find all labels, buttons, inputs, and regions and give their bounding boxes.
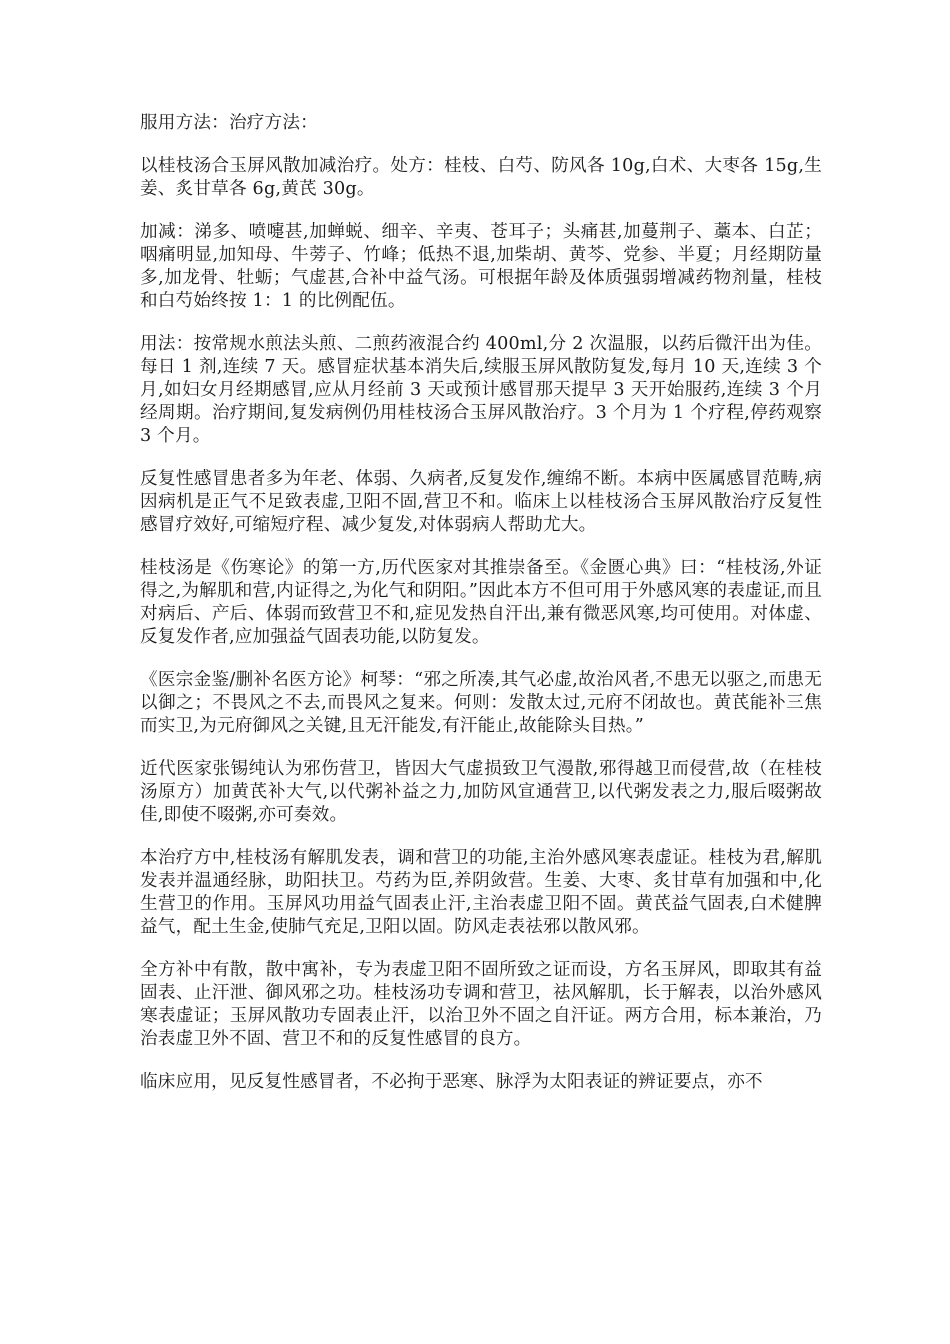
paragraph-guizhi-decoction: 桂枝汤是《伤寒论》的第一方,历代医家对其推崇备至。《金匮心典》曰：“桂枝汤,外证得之,为解肌和营,内证得之,为化气和阴阳。”因此本方不但可用于外感风寒的表虚证,而且对病后、产后、体弱而致营卫不和,症见发热自汗出,兼有微恶风寒,均可使用。对体虚、反复发作者,应加强益气固表功能,以防复发。: [140, 558, 822, 647]
paragraph-zhang-xichun: 近代医家张锡纯认为邪伤营卫，皆因大气虚损致卫气漫散,邪得越卫而侵营,故（在桂枝汤原方）加黄芪补大气,以代粥补益之力,加防风宣通营卫,以代粥发表之力,服后啜粥故佳,即使不啜粥,亦可奏效。: [140, 759, 822, 825]
paragraph-combined-formula: 全方补中有散，散中寓补，专为表虚卫阳不固所致之证而设，方名玉屏风，即取其有益固表、止汗泄、御风邪之功。桂枝汤功专调和营卫，祛风解肌，长于解表，以治外感风寒表虚证；玉屏风散功专固表止汗，以治卫外不固之自汗证。两方合用，标本兼治，乃治表虚卫外不固、营卫不和的反复性感冒的良方。: [140, 960, 822, 1049]
paragraph-yizong-jinjian: 《医宗金鉴/删补名医方论》柯琴：“邪之所凑,其气必虚,故治风者,不患无以驱之,而患无以御之；不畏风之不去,而畏风之复来。何则：发散太过,元府不闭故也。黄芪能补三焦而实卫,为元府御风之关键,且无汗能发,有汗能止,故能除头目热。”: [140, 670, 822, 736]
paragraph-prescription: 以桂枝汤合玉屏风散加减治疗。处方：桂枝、白芍、防风各 10g,白术、大枣各 15g,生姜、炙甘草各 6g,黄芪 30g。: [140, 156, 822, 199]
paragraph-formula-analysis: 本治疗方中,桂枝汤有解肌发表，调和营卫的功能,主治外感风寒表虚证。桂枝为君,解肌发表并温通经脉，助阳扶卫。芍药为臣,养阴敛营。生姜、大枣、炙甘草有加强和中,化生营卫的作用。玉屏风功用益气固表止汗,主治表虚卫阳不固。黄芪益气固表,白术健脾益气，配土生金,使肺气充足,卫阳以固。防风走表祛邪以散风邪。: [140, 848, 822, 937]
document-body: [140, 112, 822, 1114]
paragraph-usage-heading: 服用方法：治疗方法：: [140, 113, 318, 133]
paragraph-modifications: 加减：涕多、喷嚏甚,加蝉蜕、细辛、辛夷、苍耳子；头痛甚,加蔓荆子、藁本、白芷；咽痛明显,加知母、牛蒡子、竹峰；低热不退,加柴胡、黄芩、党参、半夏；月经期防量多,加龙骨、牡蛎；气虚甚,合补中益气汤。可根据年龄及体质强弱增减药物剂量，桂枝和白芍始终按 1：1 的比例配伍。: [140, 222, 822, 311]
paragraph-clinical-application: 临床应用，见反复性感冒者，不必拘于恶寒、脉浮为太阳表证的辨证要点，亦不: [140, 1072, 763, 1092]
paragraph-administration: 用法：按常规水煎法头煎、二煎药液混合约 400ml,分 2 次温服，以药后微汗出为佳。每日 1 剂,连续 7 天。感冒症状基本消失后,续服玉屏风散防复发,每月 10 天,连续 3 个月,如妇女月经期感冒,应从月经前 3 天或预计感冒那天提早 3 天开始服药,连续 3 个月经周期。治疗期间,复发病例仍用桂枝汤合玉屏风散治疗。3 个月为 1 个疗程,停药观察 3 个月。: [140, 334, 822, 446]
paragraph-pathogenesis: 反复性感冒患者多为年老、体弱、久病者,反复发作,缠绵不断。本病中医属感冒范畴,病因病机是正气不足致表虚,卫阳不固,营卫不和。临床上以桂枝汤合玉屏风散治疗反复性感冒疗效好,可缩短疗程、减少复发,对体弱病人帮助尤大。: [140, 469, 822, 535]
